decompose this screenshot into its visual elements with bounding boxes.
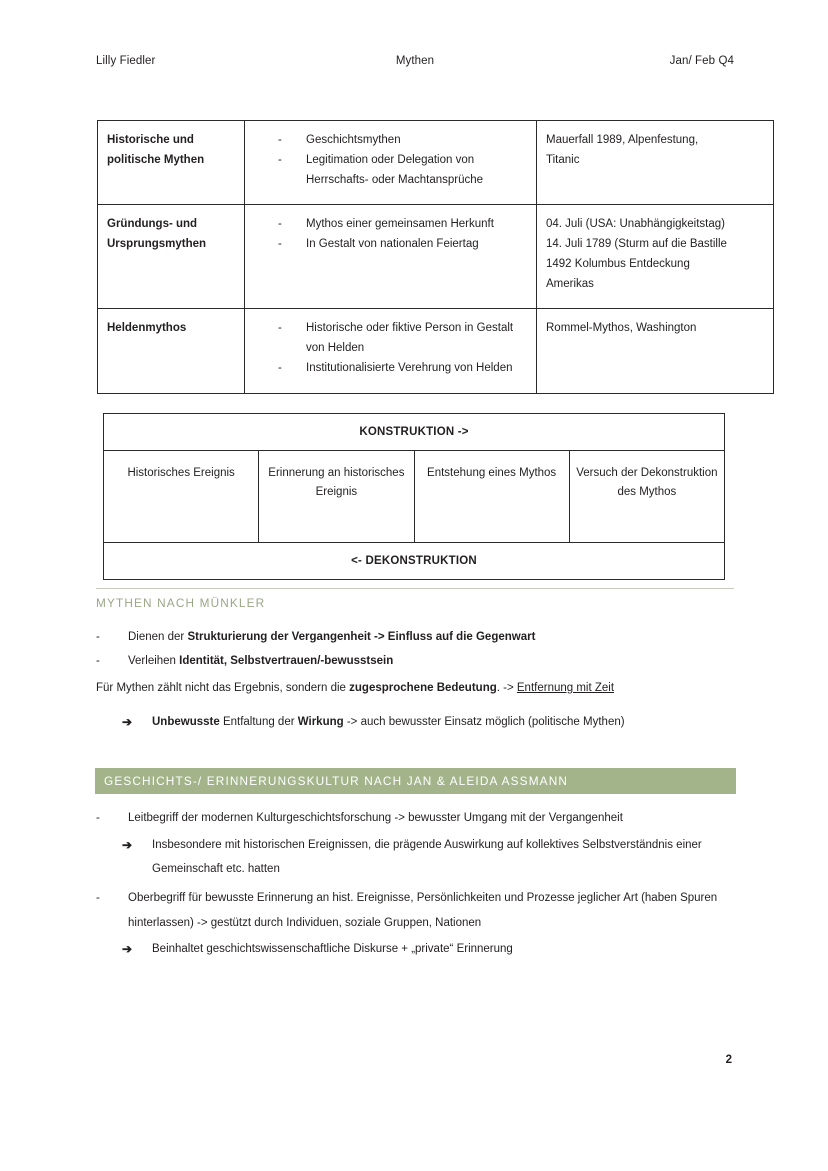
list-item — [96, 628, 738, 647]
arrow-text-mid: Entfaltung der — [219, 716, 298, 728]
stage-cell: Erinnerung an historisches Ereignis — [259, 451, 414, 543]
bullet-text-bold: Strukturierung der Vergangenheit -> Einfluss auf die Gegenwart — [187, 631, 536, 643]
list-item: - Historische oder fiktive Person in Gestalt von Helden — [245, 319, 530, 359]
example-line: Mauerfall 1989, Alpenfestung, — [546, 134, 699, 146]
arrow-text-bold-2: Wirkung — [297, 716, 344, 728]
paragraph-text-pre: Für Mythen zählt nicht das Ergebnis, sondern die — [96, 682, 350, 694]
page-number: 2 — [725, 1054, 732, 1066]
myth-points — [245, 121, 537, 205]
paragraph — [96, 679, 738, 698]
table-row — [98, 205, 774, 309]
document-header — [96, 55, 734, 67]
bullet-text-plain: Verleihen — [128, 654, 180, 667]
header-author: Lilly Fiedler — [96, 55, 156, 67]
dash-marker: - — [96, 892, 100, 905]
list-item: - Institutionalisierte Verehrung von Helden — [245, 359, 530, 379]
example-line: Rommel-Mythos, Washington — [546, 322, 697, 335]
myth-examples — [537, 309, 774, 393]
dash-marker: - — [96, 631, 100, 643]
list-item-text: Insbesondere mit historischen Ereignissen, die prägende Auswirkung auf kollektives Selbstverständnis einer Gemeinschaft etc. hatten — [152, 838, 702, 875]
konstruktion-bar: KONSTRUKTION -> — [104, 414, 725, 451]
dash-list — [245, 215, 530, 255]
list-item: - Geschichtsmythen — [245, 131, 530, 151]
myth-category: Heldenmythos — [98, 309, 245, 393]
section-heading-muenkler: MYTHEN NACH MÜNKLER — [96, 596, 266, 610]
myth-examples — [537, 121, 774, 205]
paragraph-text-bold: zugesprochene Bedeutung — [349, 682, 497, 694]
myth-points — [245, 205, 537, 309]
arrow-text-tail: -> auch bewusster Einsatz möglich (politische Mythen) — [343, 716, 625, 728]
bullet-text-plain: Dienen der — [128, 631, 188, 643]
list-item: - Mythos einer gemeinsamen Herkunft — [245, 215, 530, 235]
example-line: 1492 Kolumbus Entdeckung — [546, 257, 690, 270]
header-title: Mythen — [395, 55, 435, 67]
muenkler-arrow-point — [96, 713, 738, 737]
dash-list — [245, 319, 530, 378]
muenkler-paragraph — [96, 679, 738, 703]
myth-category: Gründungs- und Ursprungsmythen — [98, 205, 245, 309]
example-line: Titanic — [546, 153, 580, 166]
list-item-text: Leitbegriff der modernen Kulturgeschichtsforschung -> bewusster Umgang mit der Vergangenheit — [128, 812, 623, 824]
konstruktion-dekonstruktion-table — [103, 413, 725, 580]
dash-marker: - — [96, 812, 100, 824]
list-item-text: Beinhaltet geschichtswissenschaftliche Diskurse + „private“ Erinnerung — [152, 943, 513, 956]
table-row — [104, 543, 725, 580]
arrow-right-icon: ➔ — [122, 837, 133, 852]
stage-cell: Historisches Ereignis — [104, 451, 259, 543]
assmann-content — [96, 809, 738, 964]
table-row — [104, 414, 725, 451]
list-item — [96, 886, 738, 935]
example-line: 14. Juli 1789 (Sturm auf die Bastille — [546, 238, 727, 251]
example-line: 04. Juli (USA: Unabhängigkeitstag) — [546, 218, 725, 231]
header-term: Jan/ Feb Q4 — [669, 55, 734, 67]
bullet-text-bold: Identität, Selbstvertrauen/-bewusstsein — [179, 654, 394, 667]
arrow-right-icon: ➔ — [122, 715, 133, 729]
myth-types-table — [97, 120, 774, 394]
table-row — [98, 121, 774, 205]
list-item — [96, 713, 738, 732]
list-item: - In Gestalt von nationalen Feiertag — [245, 235, 530, 255]
dash-marker: - — [96, 654, 100, 667]
list-item — [96, 833, 738, 882]
list-item — [96, 940, 738, 959]
stage-cell: Versuch der Dekonstruktion des Mythos — [569, 451, 724, 543]
dash-list — [245, 131, 530, 190]
myth-points — [245, 309, 537, 393]
paragraph-text-mid: . -> — [496, 682, 517, 694]
stage-cell: Entstehung eines Mythos — [414, 451, 569, 543]
myth-examples — [537, 205, 774, 309]
list-item — [96, 652, 738, 671]
list-item: - Legitimation oder Delegation von Herrschafts- oder Machtansprüche — [245, 151, 530, 191]
dekonstruktion-bar: <- DEKONSTRUKTION — [104, 543, 725, 580]
list-item-text: Oberbegriff für bewusste Erinnerung an hist. Ereignisse, Persönlichkeiten und Prozesse jeglicher Art (haben Spuren hinterlassen) -> gestützt durch Individuen, soziale Gruppen, Nationen — [128, 892, 718, 929]
section-heading-assmann-label: GESCHICHTS-/ ERINNERUNGSKULTUR NACH JAN & ALEIDA ASSMANN — [104, 774, 569, 788]
section-divider — [96, 588, 734, 589]
arrow-right-icon: ➔ — [122, 942, 133, 957]
example-line: Amerikas — [546, 277, 594, 290]
muenkler-content — [96, 628, 738, 675]
list-item — [96, 809, 738, 828]
paragraph-text-underline: Entfernung mit Zeit — [516, 682, 615, 694]
section-heading-assmann — [95, 768, 736, 794]
table-row — [104, 451, 725, 543]
table-row — [98, 309, 774, 393]
myth-category: Historische und politische Mythen — [98, 121, 245, 205]
arrow-text-bold-1: Unbewusste — [152, 716, 220, 728]
